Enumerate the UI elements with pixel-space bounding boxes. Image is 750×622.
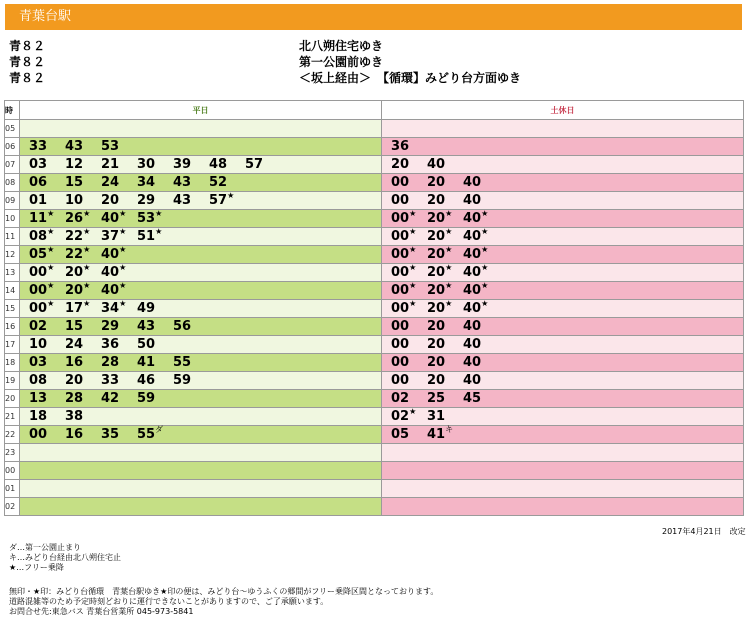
departure-minute: 00★ <box>391 263 417 280</box>
weekend-times-cell <box>382 174 744 192</box>
departure-minute: 20★ <box>427 209 453 226</box>
timetable-row <box>5 300 744 318</box>
departure-minute: 20 <box>391 157 410 172</box>
hour-cell: 12 <box>5 246 20 264</box>
departure-minute: 00 <box>391 175 410 190</box>
timetable-row <box>5 282 744 300</box>
weekend-times-cell <box>382 354 744 372</box>
departure-minute: 20 <box>65 373 84 388</box>
departure-minute: 00★ <box>29 281 55 298</box>
departure-minute: 57 <box>245 157 264 172</box>
departure-minute: 40★ <box>463 263 489 280</box>
timetable-row <box>5 120 744 138</box>
departure-minute: 31 <box>427 409 446 424</box>
departure-minute: 43 <box>173 193 192 208</box>
hour-cell: 02 <box>5 498 20 516</box>
departure-minute: 48 <box>209 157 228 172</box>
hour-cell: 19 <box>5 372 20 390</box>
departure-minute: 34★ <box>101 299 127 316</box>
departure-minute: 00★ <box>391 245 417 262</box>
departure-minute: 37★ <box>101 227 127 244</box>
hour-cell: 18 <box>5 354 20 372</box>
departure-minute: 15 <box>65 319 84 334</box>
departure-minute: 29 <box>137 193 156 208</box>
weekend-times-cell <box>382 426 744 444</box>
departure-minute: 17★ <box>65 299 91 316</box>
departure-minute: 20★ <box>427 245 453 262</box>
departure-minute: 20 <box>101 193 120 208</box>
station-title: 青葉台駅 <box>19 9 72 24</box>
departure-minute: 20 <box>427 319 446 334</box>
weekday-times-cell <box>20 318 382 336</box>
weekend-times-cell <box>382 120 744 138</box>
departure-minute: 28 <box>65 391 84 406</box>
departure-minute: 08★ <box>29 227 55 244</box>
departure-minute: 00 <box>391 373 410 388</box>
hour-cell: 01 <box>5 480 20 498</box>
weekday-times-cell <box>20 372 382 390</box>
departure-minute: 00★ <box>391 299 417 316</box>
departure-minute: 29 <box>101 319 120 334</box>
departure-minute: 00★ <box>29 263 55 280</box>
timetable-row <box>5 426 744 444</box>
timetable-header-row <box>5 101 744 120</box>
weekday-times-cell <box>20 300 382 318</box>
departure-minute: 22★ <box>65 245 91 262</box>
departure-minute: 50 <box>137 337 156 352</box>
departure-minute: 00 <box>391 337 410 352</box>
departure-minute: 00★ <box>29 299 55 316</box>
route-line <box>9 70 729 86</box>
weekend-times-cell <box>382 138 744 156</box>
departure-minute: 53★ <box>137 209 163 226</box>
weekend-times-cell <box>382 246 744 264</box>
route-line <box>9 54 729 70</box>
departure-minute: 03 <box>29 355 48 370</box>
timetable-row <box>5 462 744 480</box>
legend <box>9 543 121 573</box>
hour-cell: 22 <box>5 426 20 444</box>
timetable-row <box>5 192 744 210</box>
departure-minute: 02 <box>29 319 48 334</box>
departure-minute: 40★ <box>101 281 127 298</box>
departure-minute: 52 <box>209 175 228 190</box>
timetable-row <box>5 228 744 246</box>
departure-minute: 45 <box>463 391 482 406</box>
departure-minute: 12 <box>65 157 84 172</box>
legend-item: ダ…第一公園止まり <box>9 543 81 552</box>
weekend-times-cell <box>382 282 744 300</box>
departure-minute: 13 <box>29 391 48 406</box>
departure-minute: 06 <box>29 175 48 190</box>
hour-cell: 10 <box>5 210 20 228</box>
timetable-row <box>5 174 744 192</box>
weekday-times-cell <box>20 390 382 408</box>
weekend-times-cell <box>382 210 744 228</box>
departure-minute: 40★ <box>101 209 127 226</box>
hour-cell: 20 <box>5 390 20 408</box>
departure-minute: 16 <box>65 355 84 370</box>
weekday-times-cell <box>20 282 382 300</box>
departure-minute: 20 <box>427 337 446 352</box>
hour-cell: 17 <box>5 336 20 354</box>
departure-minute: 49 <box>137 301 156 316</box>
departure-minute: 40★ <box>101 263 127 280</box>
departure-minute: 53 <box>101 139 120 154</box>
timetable-row <box>5 498 744 516</box>
weekday-times-cell <box>20 246 382 264</box>
weekday-times-cell <box>20 174 382 192</box>
departure-minute: 20 <box>427 193 446 208</box>
timetable-row <box>5 210 744 228</box>
departure-minute: 34 <box>137 175 156 190</box>
departure-minute: 16 <box>65 427 84 442</box>
departure-minute: 02★ <box>391 407 417 424</box>
departure-minute: 20★ <box>427 227 453 244</box>
legend-item: キ…みどり台経由北八朔住宅止 <box>9 553 121 562</box>
weekend-times-cell <box>382 444 744 462</box>
departure-minute: 20★ <box>65 281 91 298</box>
weekday-times-cell <box>20 228 382 246</box>
legend-item: ★…フリー乗降 <box>9 563 64 572</box>
timetable-row <box>5 318 744 336</box>
weekday-column-header: 平日 <box>20 101 382 120</box>
weekend-times-cell <box>382 498 744 516</box>
route-code: 青８２ <box>9 55 46 69</box>
departure-minute: 24 <box>101 175 120 190</box>
departure-minute: 39 <box>173 157 192 172</box>
note-line: お問合せ先:東急バス 青葉台営業所 045-973-5841 <box>9 607 194 616</box>
timetable-row <box>5 372 744 390</box>
note-line: 無印・★印：みどり台循環 青葉台駅ゆき★印の便は、みどり台～ゆうふくの郷間がフリー乗降区間となっております。 <box>9 587 439 596</box>
departure-minute: 40 <box>463 355 482 370</box>
hour-column-header: 時 <box>5 101 20 120</box>
weekday-times-cell <box>20 498 382 516</box>
weekend-times-cell <box>382 480 744 498</box>
hour-cell: 08 <box>5 174 20 192</box>
departure-minute: 35 <box>101 427 120 442</box>
timetable-row <box>5 408 744 426</box>
departure-minute: 10 <box>29 337 48 352</box>
departure-minute: 40★ <box>463 299 489 316</box>
departure-minute: 00★ <box>391 227 417 244</box>
weekday-times-cell <box>20 480 382 498</box>
timetable-row <box>5 156 744 174</box>
departure-minute: 00 <box>391 355 410 370</box>
departure-minute: 03 <box>29 157 48 172</box>
weekend-times-cell <box>382 390 744 408</box>
departure-minute: 41 <box>137 355 156 370</box>
notes <box>9 587 438 617</box>
weekend-times-cell <box>382 372 744 390</box>
hour-cell: 05 <box>5 120 20 138</box>
departure-minute: 36 <box>101 337 120 352</box>
departure-minute: 20★ <box>427 281 453 298</box>
departure-minute: 20 <box>427 373 446 388</box>
weekend-times-cell <box>382 156 744 174</box>
departure-minute: 00 <box>29 427 48 442</box>
timetable-row <box>5 444 744 462</box>
hour-cell: 14 <box>5 282 20 300</box>
departure-minute: 00 <box>391 193 410 208</box>
weekend-times-cell <box>382 462 744 480</box>
departure-minute: 36 <box>391 139 410 154</box>
departure-minute: 20 <box>427 355 446 370</box>
weekday-times-cell <box>20 462 382 480</box>
departure-minute: 21 <box>101 157 120 172</box>
departure-minute: $55^ダ$ <box>137 425 164 442</box>
route-code: 青８２ <box>9 39 46 53</box>
route-destination: 北八朔住宅ゆき <box>299 39 384 53</box>
departure-minute: 40 <box>463 193 482 208</box>
hour-cell: 23 <box>5 444 20 462</box>
hour-cell: 15 <box>5 300 20 318</box>
weekday-times-cell <box>20 354 382 372</box>
route-destination: ＜坂上経由＞ 【循環】みどり台方面ゆき <box>299 71 522 85</box>
departure-minute: 40★ <box>463 245 489 262</box>
departure-minute: 40 <box>463 175 482 190</box>
timetable-row <box>5 336 744 354</box>
weekday-times-cell <box>20 444 382 462</box>
departure-minute: 20★ <box>65 263 91 280</box>
weekday-times-cell <box>20 210 382 228</box>
timetable <box>4 100 744 516</box>
departure-minute: 56 <box>173 319 192 334</box>
departure-minute: 02 <box>391 391 410 406</box>
timetable-row <box>5 246 744 264</box>
departure-minute: 46 <box>137 373 156 388</box>
departure-minute: 25 <box>427 391 446 406</box>
weekday-times-cell <box>20 192 382 210</box>
departure-minute: 22★ <box>65 227 91 244</box>
departure-minute: 33 <box>29 139 48 154</box>
weekday-times-cell <box>20 408 382 426</box>
departure-minute: 42 <box>101 391 120 406</box>
route-line <box>9 38 729 54</box>
departure-minute: 05★ <box>29 245 55 262</box>
departure-minute: 01 <box>29 193 48 208</box>
hour-cell: 13 <box>5 264 20 282</box>
departure-minute: 28 <box>101 355 120 370</box>
weekday-times-cell <box>20 120 382 138</box>
weekday-times-cell <box>20 426 382 444</box>
weekday-times-cell <box>20 336 382 354</box>
hour-cell: 07 <box>5 156 20 174</box>
weekend-column-header: 土休日 <box>382 101 744 120</box>
hour-cell: 00 <box>5 462 20 480</box>
departure-minute: 11★ <box>29 209 55 226</box>
departure-minute: 59 <box>137 391 156 406</box>
route-list <box>9 38 729 86</box>
departure-minute: 33 <box>101 373 120 388</box>
weekend-times-cell <box>382 300 744 318</box>
timetable-row <box>5 138 744 156</box>
departure-minute: 43 <box>137 319 156 334</box>
departure-minute: 26★ <box>65 209 91 226</box>
revision-date: 2017年4月21日 改定 <box>662 527 746 536</box>
hour-cell: 09 <box>5 192 20 210</box>
departure-minute: 55 <box>173 355 192 370</box>
hour-cell: 21 <box>5 408 20 426</box>
weekend-times-cell <box>382 264 744 282</box>
hour-cell: 16 <box>5 318 20 336</box>
weekend-times-cell <box>382 318 744 336</box>
departure-minute: 40★ <box>463 209 489 226</box>
departure-minute: 59 <box>173 373 192 388</box>
departure-minute: 10 <box>65 193 84 208</box>
hour-cell: 11 <box>5 228 20 246</box>
departure-minute: 40★ <box>463 281 489 298</box>
weekend-times-cell <box>382 228 744 246</box>
hour-cell: 06 <box>5 138 20 156</box>
departure-minute: 00 <box>391 319 410 334</box>
timetable-body <box>5 120 744 516</box>
weekday-times-cell <box>20 138 382 156</box>
departure-minute: 43 <box>65 139 84 154</box>
departure-minute: 43 <box>173 175 192 190</box>
weekday-times-cell <box>20 264 382 282</box>
departure-minute: 20★ <box>427 263 453 280</box>
timetable-row <box>5 354 744 372</box>
departure-minute: 57★ <box>209 191 235 208</box>
weekday-times-cell <box>20 156 382 174</box>
timetable-row <box>5 264 744 282</box>
departure-minute: 40 <box>463 337 482 352</box>
route-destination: 第一公園前ゆき <box>299 55 384 69</box>
timetable-row <box>5 480 744 498</box>
departure-minute: $41^キ$ <box>427 425 454 442</box>
departure-minute: 24 <box>65 337 84 352</box>
station-header <box>5 4 742 30</box>
weekend-times-cell <box>382 192 744 210</box>
departure-minute: 00★ <box>391 281 417 298</box>
timetable-row <box>5 390 744 408</box>
departure-minute: 15 <box>65 175 84 190</box>
departure-minute: 38 <box>65 409 84 424</box>
weekend-times-cell <box>382 336 744 354</box>
weekend-times-cell <box>382 408 744 426</box>
departure-minute: 18 <box>29 409 48 424</box>
departure-minute: 40★ <box>463 227 489 244</box>
departure-minute: 40 <box>463 373 482 388</box>
route-code: 青８２ <box>9 71 46 85</box>
departure-minute: 20★ <box>427 299 453 316</box>
departure-minute: 51★ <box>137 227 163 244</box>
departure-minute: 05 <box>391 427 410 442</box>
departure-minute: 20 <box>427 175 446 190</box>
departure-minute: 30 <box>137 157 156 172</box>
departure-minute: 40 <box>427 157 446 172</box>
note-line: 道路混雑等のため予定時刻どおりに運行できないことがありますので、ご了承願います。 <box>9 597 329 606</box>
departure-minute: 08 <box>29 373 48 388</box>
departure-minute: 40★ <box>101 245 127 262</box>
departure-minute: 40 <box>463 319 482 334</box>
departure-minute: 00★ <box>391 209 417 226</box>
